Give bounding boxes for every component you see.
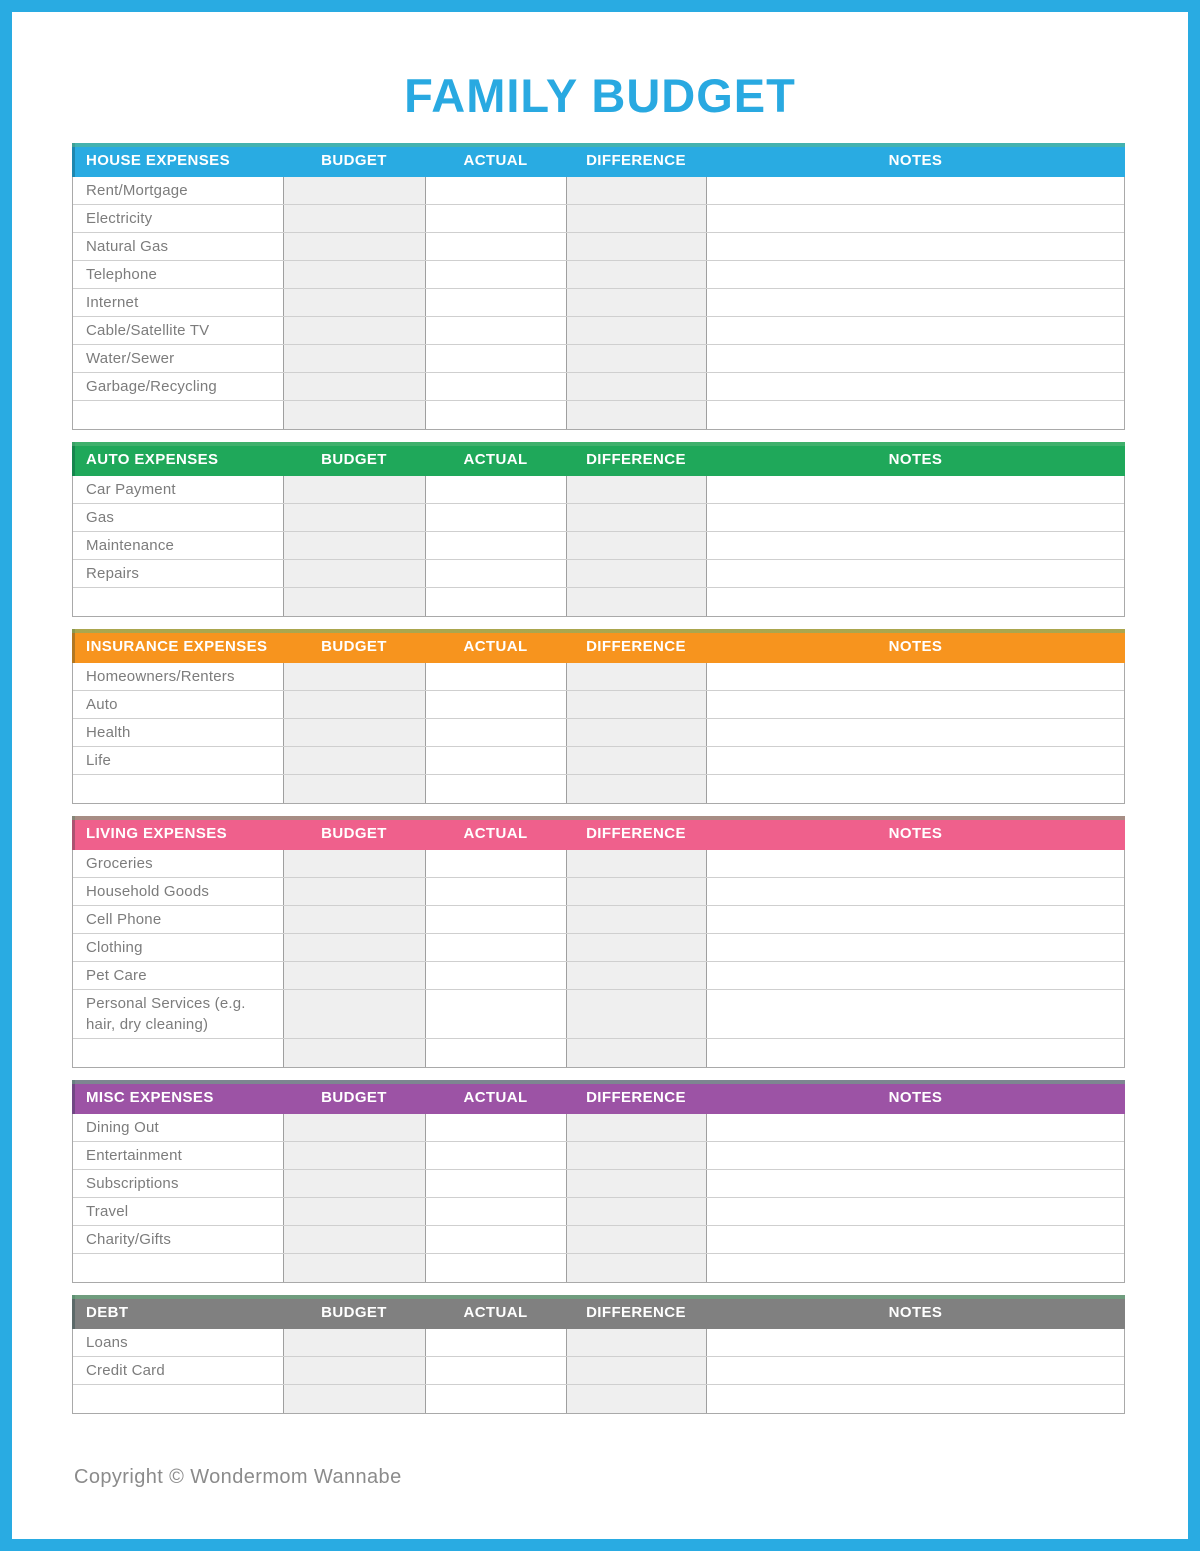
table-row <box>73 663 1124 691</box>
notes-cell[interactable] <box>706 345 1124 372</box>
actual-cell[interactable] <box>425 747 566 774</box>
budget-cell[interactable] <box>283 1329 425 1356</box>
section-insurance-expenses <box>72 629 1125 804</box>
budget-cell[interactable] <box>283 719 425 746</box>
table-row <box>73 317 1124 345</box>
row-label: Gas <box>86 509 115 526</box>
column-header-notes: NOTES <box>888 151 943 169</box>
table-row <box>73 233 1124 261</box>
row-label: Loans <box>86 1334 128 1351</box>
notes-cell[interactable] <box>706 962 1124 989</box>
row-label: Life <box>86 752 111 769</box>
difference-cell[interactable] <box>566 1329 706 1356</box>
row-label: Repairs <box>86 565 140 582</box>
column-header-actual: ACTUAL <box>463 1303 528 1321</box>
section-rows <box>72 177 1125 430</box>
difference-cell[interactable] <box>566 1254 706 1282</box>
actual-cell[interactable] <box>425 1198 566 1225</box>
section-title: AUTO EXPENSES <box>86 450 219 468</box>
budget-cell[interactable] <box>283 878 425 905</box>
budget-cell[interactable] <box>283 1170 425 1197</box>
row-label: Subscriptions <box>86 1175 179 1192</box>
actual-cell[interactable] <box>425 1114 566 1141</box>
section-title: INSURANCE EXPENSES <box>86 637 268 655</box>
row-label: Electricity <box>86 210 153 227</box>
section-misc-expenses <box>72 1080 1125 1283</box>
difference-cell[interactable] <box>566 850 706 877</box>
notes-cell[interactable] <box>706 1170 1124 1197</box>
page-title: FAMILY BUDGET <box>404 69 796 122</box>
actual-cell[interactable] <box>425 775 566 803</box>
difference-cell[interactable] <box>566 1226 706 1253</box>
difference-cell[interactable] <box>566 906 706 933</box>
column-header-actual: ACTUAL <box>463 151 528 169</box>
table-row <box>73 850 1124 878</box>
actual-cell[interactable] <box>425 1170 566 1197</box>
table-row <box>73 345 1124 373</box>
actual-cell[interactable] <box>425 691 566 718</box>
notes-cell[interactable] <box>706 775 1124 803</box>
row-label: Telephone <box>86 266 158 283</box>
column-header-difference: DIFFERENCE <box>586 151 686 169</box>
actual-cell[interactable] <box>425 289 566 316</box>
actual-cell[interactable] <box>425 373 566 400</box>
difference-cell[interactable] <box>566 401 706 429</box>
notes-cell[interactable] <box>706 1385 1124 1413</box>
table-row <box>73 1170 1124 1198</box>
row-label <box>73 588 283 616</box>
section-rows <box>72 1114 1125 1283</box>
row-label <box>73 1385 283 1413</box>
column-header-difference: DIFFERENCE <box>586 1303 686 1321</box>
table-row <box>73 1357 1124 1385</box>
table-row <box>73 476 1124 504</box>
table-row <box>73 1114 1124 1142</box>
row-label: Water/Sewer <box>86 350 175 367</box>
difference-cell[interactable] <box>566 532 706 559</box>
notes-cell[interactable] <box>706 504 1124 531</box>
row-label: Charity/Gifts <box>86 1231 172 1248</box>
column-header-budget: BUDGET <box>321 1303 387 1321</box>
notes-cell[interactable] <box>706 934 1124 961</box>
actual-cell[interactable] <box>425 1254 566 1282</box>
column-header-difference: DIFFERENCE <box>586 450 686 468</box>
difference-cell[interactable] <box>566 289 706 316</box>
notes-cell[interactable] <box>706 906 1124 933</box>
table-row <box>73 906 1124 934</box>
notes-cell[interactable] <box>706 373 1124 400</box>
column-header-budget: BUDGET <box>321 151 387 169</box>
difference-cell[interactable] <box>566 1170 706 1197</box>
budget-cell[interactable] <box>283 261 425 288</box>
actual-cell[interactable] <box>425 588 566 616</box>
budget-cell[interactable] <box>283 560 425 587</box>
row-label <box>73 1039 283 1067</box>
section-header <box>72 629 1125 663</box>
column-header-actual: ACTUAL <box>463 1088 528 1106</box>
actual-cell[interactable] <box>425 261 566 288</box>
section-title: LIVING EXPENSES <box>86 824 228 842</box>
budget-cell[interactable] <box>283 775 425 803</box>
difference-cell[interactable] <box>566 719 706 746</box>
actual-cell[interactable] <box>425 560 566 587</box>
row-label: Household Goods <box>86 883 210 900</box>
budget-cell[interactable] <box>283 1142 425 1169</box>
budget-cell[interactable] <box>283 1385 425 1413</box>
budget-cell[interactable] <box>283 1114 425 1141</box>
table-row <box>73 261 1124 289</box>
notes-cell[interactable] <box>706 317 1124 344</box>
actual-cell[interactable] <box>425 476 566 503</box>
difference-cell[interactable] <box>566 317 706 344</box>
row-label: Natural Gas <box>86 238 169 255</box>
row-label: Clothing <box>86 939 143 956</box>
budget-cell[interactable] <box>283 177 425 204</box>
row-label <box>73 1254 283 1282</box>
section-header <box>72 143 1125 177</box>
section-debt <box>72 1295 1125 1414</box>
actual-cell[interactable] <box>425 1226 566 1253</box>
budget-cell[interactable] <box>283 317 425 344</box>
difference-cell[interactable] <box>566 233 706 260</box>
column-header-actual: ACTUAL <box>463 824 528 842</box>
table-row <box>73 532 1124 560</box>
actual-cell[interactable] <box>425 205 566 232</box>
actual-cell[interactable] <box>425 990 566 1038</box>
budget-cell[interactable] <box>283 691 425 718</box>
table-row <box>73 373 1124 401</box>
section-header <box>72 1080 1125 1114</box>
table-row <box>73 990 1124 1039</box>
budget-cell[interactable] <box>283 1039 425 1067</box>
actual-cell[interactable] <box>425 1385 566 1413</box>
notes-cell[interactable] <box>706 261 1124 288</box>
row-label: Car Payment <box>86 481 176 498</box>
column-header-notes: NOTES <box>888 1303 943 1321</box>
column-header-notes: NOTES <box>888 824 943 842</box>
budget-cell[interactable] <box>283 962 425 989</box>
budget-cell[interactable] <box>283 401 425 429</box>
section-auto-expenses <box>72 442 1125 617</box>
actual-cell[interactable] <box>425 719 566 746</box>
row-label <box>73 401 283 429</box>
actual-cell[interactable] <box>425 1357 566 1384</box>
notes-cell[interactable] <box>706 1357 1124 1384</box>
column-header-actual: ACTUAL <box>463 450 528 468</box>
table-row <box>73 1039 1124 1067</box>
section-rows <box>72 850 1125 1068</box>
table-row <box>73 878 1124 906</box>
actual-cell[interactable] <box>425 504 566 531</box>
difference-cell[interactable] <box>566 878 706 905</box>
row-label: Travel <box>86 1203 129 1220</box>
row-label: Entertainment <box>86 1147 182 1164</box>
difference-cell[interactable] <box>566 560 706 587</box>
row-label: Cable/Satellite TV <box>86 322 210 339</box>
actual-cell[interactable] <box>425 345 566 372</box>
notes-cell[interactable] <box>706 691 1124 718</box>
row-label: Homeowners/Renters <box>86 668 235 685</box>
budget-cell[interactable] <box>283 205 425 232</box>
notes-cell[interactable] <box>706 532 1124 559</box>
notes-cell[interactable] <box>706 663 1124 690</box>
table-row <box>73 1385 1124 1413</box>
section-title: HOUSE EXPENSES <box>86 151 230 169</box>
difference-cell[interactable] <box>566 663 706 690</box>
difference-cell[interactable] <box>566 588 706 616</box>
difference-cell[interactable] <box>566 373 706 400</box>
row-label: Maintenance <box>86 537 175 554</box>
budget-cell[interactable] <box>283 1226 425 1253</box>
notes-cell[interactable] <box>706 289 1124 316</box>
section-rows <box>72 1329 1125 1414</box>
difference-cell[interactable] <box>566 1114 706 1141</box>
row-label: Auto <box>86 696 118 713</box>
notes-cell[interactable] <box>706 177 1124 204</box>
table-row <box>73 962 1124 990</box>
column-header-difference: DIFFERENCE <box>586 824 686 842</box>
notes-cell[interactable] <box>706 588 1124 616</box>
difference-cell[interactable] <box>566 261 706 288</box>
actual-cell[interactable] <box>425 177 566 204</box>
actual-cell[interactable] <box>425 317 566 344</box>
table-row <box>73 1198 1124 1226</box>
difference-cell[interactable] <box>566 1198 706 1225</box>
difference-cell[interactable] <box>566 775 706 803</box>
notes-cell[interactable] <box>706 990 1124 1038</box>
actual-cell[interactable] <box>425 962 566 989</box>
difference-cell[interactable] <box>566 962 706 989</box>
notes-cell[interactable] <box>706 1142 1124 1169</box>
actual-cell[interactable] <box>425 1142 566 1169</box>
column-header-budget: BUDGET <box>321 824 387 842</box>
budget-cell[interactable] <box>283 345 425 372</box>
column-header-budget: BUDGET <box>321 1088 387 1106</box>
column-header-notes: NOTES <box>888 637 943 655</box>
row-label: Pet Care <box>86 967 147 984</box>
section-living-expenses <box>72 816 1125 1068</box>
difference-cell[interactable] <box>566 205 706 232</box>
budget-cell[interactable] <box>283 476 425 503</box>
difference-cell[interactable] <box>566 691 706 718</box>
row-label: Health <box>86 724 131 741</box>
difference-cell[interactable] <box>566 1142 706 1169</box>
notes-cell[interactable] <box>706 1254 1124 1282</box>
table-row <box>73 719 1124 747</box>
actual-cell[interactable] <box>425 401 566 429</box>
row-label: Groceries <box>86 855 153 872</box>
table-row <box>73 934 1124 962</box>
notes-cell[interactable] <box>706 1226 1124 1253</box>
row-label: Credit Card <box>86 1362 165 1379</box>
budget-cell[interactable] <box>283 289 425 316</box>
copyright-text: Copyright © Wondermom Wannabe <box>74 1466 402 1488</box>
table-row <box>73 691 1124 719</box>
column-header-notes: NOTES <box>888 1088 943 1106</box>
row-label: Internet <box>86 294 139 311</box>
actual-cell[interactable] <box>425 233 566 260</box>
budget-cell[interactable] <box>283 504 425 531</box>
difference-cell[interactable] <box>566 747 706 774</box>
row-label: Cell Phone <box>86 911 162 928</box>
notes-cell[interactable] <box>706 1114 1124 1141</box>
actual-cell[interactable] <box>425 906 566 933</box>
table-row <box>73 401 1124 429</box>
notes-cell[interactable] <box>706 1039 1124 1067</box>
section-header <box>72 1295 1125 1329</box>
budget-cell[interactable] <box>283 934 425 961</box>
budget-cell[interactable] <box>283 990 425 1038</box>
table-row <box>73 747 1124 775</box>
section-rows <box>72 663 1125 804</box>
budget-cell[interactable] <box>283 906 425 933</box>
section-title: DEBT <box>86 1303 129 1321</box>
budget-cell[interactable] <box>283 1254 425 1282</box>
table-row <box>73 560 1124 588</box>
column-header-actual: ACTUAL <box>463 637 528 655</box>
section-house-expenses <box>72 143 1125 430</box>
notes-cell[interactable] <box>706 850 1124 877</box>
table-row <box>73 1329 1124 1357</box>
difference-cell[interactable] <box>566 934 706 961</box>
table-row <box>73 775 1124 803</box>
notes-cell[interactable] <box>706 205 1124 232</box>
budget-cell[interactable] <box>283 233 425 260</box>
notes-cell[interactable] <box>706 476 1124 503</box>
actual-cell[interactable] <box>425 663 566 690</box>
budget-cell[interactable] <box>283 588 425 616</box>
difference-cell[interactable] <box>566 504 706 531</box>
notes-cell[interactable] <box>706 560 1124 587</box>
column-header-difference: DIFFERENCE <box>586 1088 686 1106</box>
column-header-notes: NOTES <box>888 450 943 468</box>
section-title: MISC EXPENSES <box>86 1088 214 1106</box>
section-header <box>72 442 1125 476</box>
notes-cell[interactable] <box>706 747 1124 774</box>
row-label: Personal Services (e.g. hair, dry cleaning) <box>86 995 246 1033</box>
notes-cell[interactable] <box>706 878 1124 905</box>
actual-cell[interactable] <box>425 850 566 877</box>
notes-cell[interactable] <box>706 1198 1124 1225</box>
notes-cell[interactable] <box>706 719 1124 746</box>
table-row <box>73 289 1124 317</box>
budget-cell[interactable] <box>283 373 425 400</box>
column-header-budget: BUDGET <box>321 450 387 468</box>
budget-cell[interactable] <box>283 532 425 559</box>
difference-cell[interactable] <box>566 1357 706 1384</box>
difference-cell[interactable] <box>566 1039 706 1067</box>
actual-cell[interactable] <box>425 934 566 961</box>
notes-cell[interactable] <box>706 1329 1124 1356</box>
budget-cell[interactable] <box>283 1198 425 1225</box>
row-label: Garbage/Recycling <box>86 378 217 395</box>
row-label <box>73 775 283 803</box>
table-row <box>73 504 1124 532</box>
actual-cell[interactable] <box>425 1329 566 1356</box>
budget-cell[interactable] <box>283 850 425 877</box>
difference-cell[interactable] <box>566 476 706 503</box>
row-label: Dining Out <box>86 1119 159 1136</box>
budget-cell[interactable] <box>283 747 425 774</box>
difference-cell[interactable] <box>566 177 706 204</box>
table-row <box>73 177 1124 205</box>
budget-cell[interactable] <box>283 663 425 690</box>
row-label: Rent/Mortgage <box>86 182 188 199</box>
difference-cell[interactable] <box>566 345 706 372</box>
notes-cell[interactable] <box>706 233 1124 260</box>
table-row <box>73 205 1124 233</box>
budget-tables <box>72 143 1125 1414</box>
notes-cell[interactable] <box>706 401 1124 429</box>
table-row <box>73 1254 1124 1282</box>
actual-cell[interactable] <box>425 878 566 905</box>
table-row <box>73 1142 1124 1170</box>
actual-cell[interactable] <box>425 532 566 559</box>
budget-cell[interactable] <box>283 1357 425 1384</box>
column-header-difference: DIFFERENCE <box>586 637 686 655</box>
table-row <box>73 588 1124 616</box>
section-rows <box>72 476 1125 617</box>
section-header <box>72 816 1125 850</box>
actual-cell[interactable] <box>425 1039 566 1067</box>
column-header-budget: BUDGET <box>321 637 387 655</box>
difference-cell[interactable] <box>566 1385 706 1413</box>
table-row <box>73 1226 1124 1254</box>
difference-cell[interactable] <box>566 990 706 1038</box>
